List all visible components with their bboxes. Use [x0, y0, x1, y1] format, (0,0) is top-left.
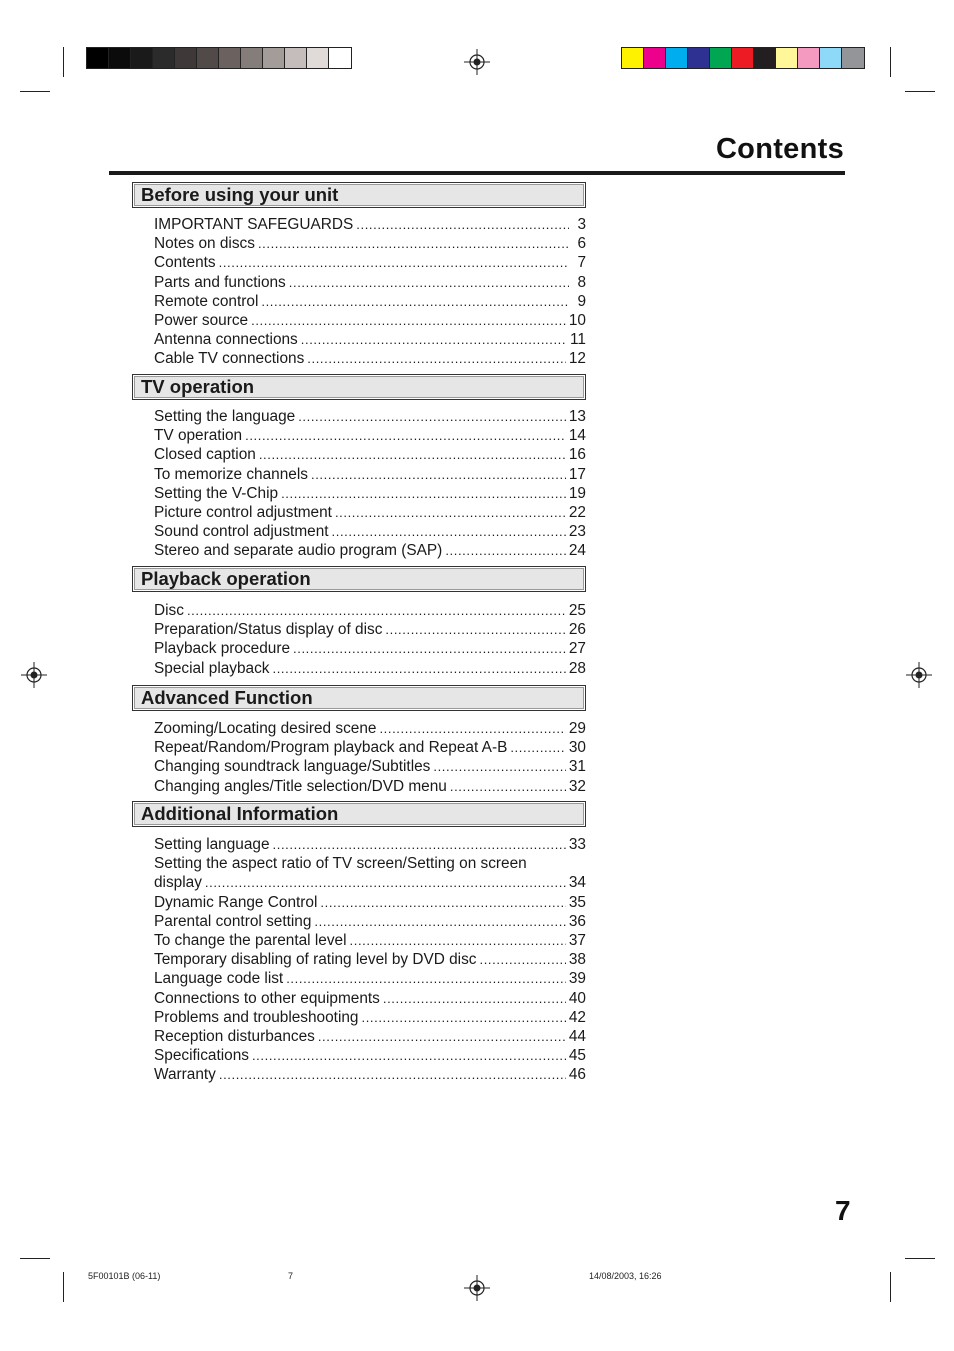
dot-leader [350, 931, 566, 950]
dot-leader [361, 1008, 565, 1027]
dot-leader [385, 620, 565, 639]
color-swatch [798, 48, 820, 68]
dot-leader [433, 757, 566, 776]
toc-entry-label: Temporary disabling of rating level by DVD disc [154, 951, 477, 969]
toc-entry-label: Stereo and separate audio program (SAP) [154, 542, 443, 560]
dot-leader [301, 330, 567, 349]
toc-entry-page: 24 [568, 542, 586, 560]
toc-entry-label: TV operation [154, 427, 243, 445]
toc-entry-label: Contents [154, 254, 216, 272]
registration-mark-icon [464, 49, 490, 75]
toc-entry-page: 45 [568, 1047, 586, 1065]
toc-entry-page: 17 [568, 465, 586, 483]
toc-entry-page: 40 [568, 989, 586, 1007]
toc-entry-page: 12 [568, 350, 586, 368]
toc-entry-label: Notes on discs [154, 235, 255, 253]
toc-entry-page: 10 [568, 311, 586, 329]
toc-entry[interactable] [154, 1008, 586, 1027]
toc-entry-page: 44 [568, 1027, 586, 1045]
dot-leader [298, 407, 566, 426]
dot-leader [379, 719, 565, 738]
dot-leader [251, 311, 566, 330]
dot-leader [445, 541, 566, 560]
toc-entry-label: Picture control adjustment [154, 503, 332, 521]
toc-entry-page: 6 [577, 235, 586, 253]
toc-entry-label: Parental control setting [154, 912, 312, 930]
toc-entry-page: 39 [568, 970, 586, 988]
crop-mark [20, 1258, 50, 1259]
toc-entry[interactable] [154, 541, 586, 560]
toc-entry-label: Connections to other equipments [154, 989, 380, 1007]
toc-entry[interactable] [154, 738, 586, 757]
section-heading: Before using your unit [132, 182, 586, 208]
registration-mark-icon [906, 662, 932, 688]
toc-entry-page: 11 [570, 331, 586, 349]
toc-entry[interactable] [154, 757, 586, 776]
section-heading: Advanced Function [132, 685, 586, 711]
toc-entry[interactable] [154, 969, 586, 988]
color-swatch [644, 48, 666, 68]
toc-entry-label: Problems and troubleshooting [154, 1008, 359, 1026]
toc-entry[interactable] [154, 1046, 586, 1065]
toc-entry[interactable] [154, 931, 586, 950]
title-rule [109, 171, 845, 175]
toc-entry-page: 26 [568, 621, 586, 639]
dot-leader [252, 1046, 566, 1065]
toc-entry[interactable] [154, 639, 586, 658]
color-swatch [263, 48, 285, 68]
toc-entry-label: Changing soundtrack language/Subtitles [154, 758, 431, 776]
color-swatch [175, 48, 197, 68]
toc-entry-label: IMPORTANT SAFEGUARDS [154, 216, 354, 233]
toc-entry-page: 34 [568, 874, 586, 892]
footer-doc-code: 5F00101B (06-11) [88, 1271, 161, 1281]
dot-leader [281, 484, 566, 503]
toc-entry[interactable] [154, 835, 586, 854]
grayscale-bar [86, 47, 352, 69]
crop-mark [890, 1272, 891, 1302]
toc-entry-label: display [154, 874, 202, 892]
toc-entry[interactable] [154, 893, 586, 912]
footer-timestamp: 14/08/2003, 16:26 [589, 1271, 662, 1281]
section-heading: TV operation [132, 374, 586, 400]
toc-entry-label: Special playback [154, 659, 270, 677]
toc-entry[interactable] [154, 292, 586, 311]
toc-entry-page: 16 [568, 446, 586, 464]
footer-sheet-number: 7 [288, 1271, 294, 1281]
toc-entry[interactable] [154, 1027, 586, 1046]
toc-entry-page: 29 [568, 720, 586, 737]
dot-leader [314, 912, 565, 931]
color-swatch [776, 48, 798, 68]
section-advanced-function [132, 685, 586, 795]
toc-entry-label: Repeat/Random/Program playback and Repeat A-B [154, 739, 508, 757]
toc-entry-page: 30 [568, 739, 586, 757]
toc-entry-label: Zooming/Locating desired scene [154, 720, 377, 737]
toc-entry[interactable] [154, 311, 586, 330]
toc-entry[interactable] [154, 273, 586, 292]
toc-entry-label: Parts and functions [154, 273, 286, 291]
dot-leader [480, 950, 566, 969]
toc-entry[interactable] [154, 503, 586, 522]
toc-entry[interactable] [154, 330, 586, 349]
toc-entry-label: Setting the V-Chip [154, 484, 279, 502]
dot-leader [510, 738, 566, 757]
toc-entry-page: 27 [568, 640, 586, 658]
section-playback-operation [132, 566, 586, 677]
crop-mark [63, 47, 64, 77]
toc-entry-label: Preparation/Status display of disc [154, 621, 383, 639]
dot-leader [245, 426, 566, 445]
toc-list [154, 407, 586, 561]
toc-entry-label: Power source [154, 311, 249, 329]
dot-leader [273, 835, 566, 854]
toc-entry[interactable] [154, 719, 586, 738]
toc-entry-label: Sound control adjustment [154, 523, 329, 541]
toc-entry-page: 8 [577, 273, 586, 291]
color-swatch [842, 48, 864, 68]
color-swatch [219, 48, 241, 68]
dot-leader [450, 777, 566, 796]
toc-entry-label: Warranty [154, 1066, 216, 1084]
toc-entry[interactable] [154, 1065, 586, 1084]
dot-leader [311, 465, 566, 484]
toc-entry-label: Playback procedure [154, 640, 291, 658]
toc-entry-page: 36 [568, 912, 586, 930]
dot-leader [356, 215, 569, 234]
toc-entry-label: Setting the aspect ratio of TV screen/Setting on screen [154, 855, 527, 873]
dot-leader [259, 445, 566, 464]
dot-leader [307, 349, 566, 368]
toc-entry[interactable] [154, 234, 586, 253]
toc-entry-label: Cable TV connections [154, 350, 305, 368]
toc-entry-label: Changing angles/Title selection/DVD menu [154, 777, 447, 795]
toc-entry-label: Setting the language [154, 408, 296, 425]
toc-entry-page: 13 [568, 408, 586, 425]
toc-entry-label: Antenna connections [154, 331, 298, 349]
color-swatch [622, 48, 644, 68]
page-number: 7 [835, 1195, 851, 1226]
color-swatch [241, 48, 263, 68]
color-swatch [710, 48, 732, 68]
crop-mark [20, 91, 50, 92]
toc-entry[interactable] [154, 349, 586, 368]
dot-leader [219, 1065, 566, 1084]
color-swatch [307, 48, 329, 68]
color-swatch [87, 48, 109, 68]
toc-entry-label: Setting language [154, 836, 270, 853]
toc-entry[interactable] [154, 601, 586, 620]
toc-entry-label: Language code list [154, 970, 284, 988]
toc-entry-label: Specifications [154, 1047, 249, 1065]
color-swatch [754, 48, 776, 68]
toc-entry-label: Reception disturbances [154, 1027, 315, 1045]
color-swatch [153, 48, 175, 68]
toc-list [154, 601, 586, 678]
section-before-using [132, 182, 586, 368]
toc-entry-page: 22 [568, 503, 586, 521]
section-heading: Additional Information [132, 801, 586, 827]
dot-leader [286, 969, 566, 988]
section-heading: Playback operation [132, 566, 586, 592]
registration-mark-icon [464, 1275, 490, 1301]
toc-entry[interactable] [154, 407, 586, 426]
toc-entry[interactable] [154, 426, 586, 445]
toc-entry-label: Disc [154, 602, 184, 619]
dot-leader [320, 893, 565, 912]
toc-entry-page: 31 [568, 758, 586, 776]
toc-entry[interactable] [154, 620, 586, 639]
toc-entry[interactable] [154, 873, 586, 892]
section-tv-operation [132, 374, 586, 560]
toc-entry-page: 3 [577, 216, 586, 233]
toc-entry-page: 35 [568, 893, 586, 911]
toc-list [154, 835, 586, 1084]
dot-leader [273, 659, 566, 678]
dot-leader [261, 292, 569, 311]
crop-mark [63, 1272, 64, 1302]
toc-entry-label: To memorize channels [154, 465, 308, 483]
toc-entry-page: 28 [568, 659, 586, 677]
color-swatch [820, 48, 842, 68]
color-bar [621, 47, 865, 69]
toc-entry[interactable] [154, 912, 586, 931]
dot-leader [187, 601, 566, 620]
toc-entry[interactable] [154, 522, 586, 541]
toc-entry-page: 32 [568, 777, 586, 795]
dot-leader [383, 989, 566, 1008]
toc-list [154, 215, 586, 369]
toc-entry[interactable] [154, 215, 586, 234]
dot-leader [289, 273, 569, 292]
toc-entry[interactable] [154, 659, 586, 678]
toc-entry-page: 25 [568, 602, 586, 619]
toc-entry[interactable] [154, 989, 586, 1008]
dot-leader [293, 639, 566, 658]
registration-mark-icon [21, 662, 47, 688]
toc-entry[interactable] [154, 854, 586, 873]
crop-mark [905, 1258, 935, 1259]
dot-leader [205, 873, 566, 892]
toc-entry-page: 42 [568, 1008, 586, 1026]
toc-entry-label: Closed caption [154, 446, 256, 464]
dot-leader [332, 522, 566, 541]
toc-entry[interactable] [154, 484, 586, 503]
toc-entry[interactable] [154, 253, 586, 272]
dot-leader [219, 253, 569, 272]
page-title: Contents [715, 133, 844, 165]
toc-entry-page: 23 [568, 523, 586, 541]
toc-entry-page: 37 [568, 931, 586, 949]
color-swatch [109, 48, 131, 68]
toc-entry[interactable] [154, 950, 586, 969]
toc-entry-page: 33 [568, 836, 586, 853]
color-swatch [666, 48, 688, 68]
toc-entry[interactable] [154, 465, 586, 484]
color-swatch [131, 48, 153, 68]
toc-entry-page: 46 [568, 1066, 586, 1084]
toc-entry-page: 38 [568, 951, 586, 969]
toc-entry-label: To change the parental level [154, 931, 347, 949]
toc-entry[interactable] [154, 445, 586, 464]
color-swatch [329, 48, 351, 68]
section-additional-information [132, 801, 586, 1084]
dot-leader [318, 1027, 566, 1046]
toc-entry-page: 7 [577, 254, 586, 272]
crop-mark [905, 91, 935, 92]
color-swatch [285, 48, 307, 68]
toc-entry-page: 9 [577, 292, 586, 310]
color-swatch [688, 48, 710, 68]
dot-leader [335, 503, 566, 522]
toc-entry-page: 14 [568, 427, 586, 445]
dot-leader [258, 234, 569, 253]
crop-mark [890, 47, 891, 77]
toc-entry-page: 19 [568, 484, 586, 502]
toc-entry[interactable] [154, 777, 586, 796]
toc-entry-label: Remote control [154, 292, 259, 310]
toc-list [154, 719, 586, 796]
toc-entry-label: Dynamic Range Control [154, 893, 318, 911]
color-swatch [197, 48, 219, 68]
color-swatch [732, 48, 754, 68]
